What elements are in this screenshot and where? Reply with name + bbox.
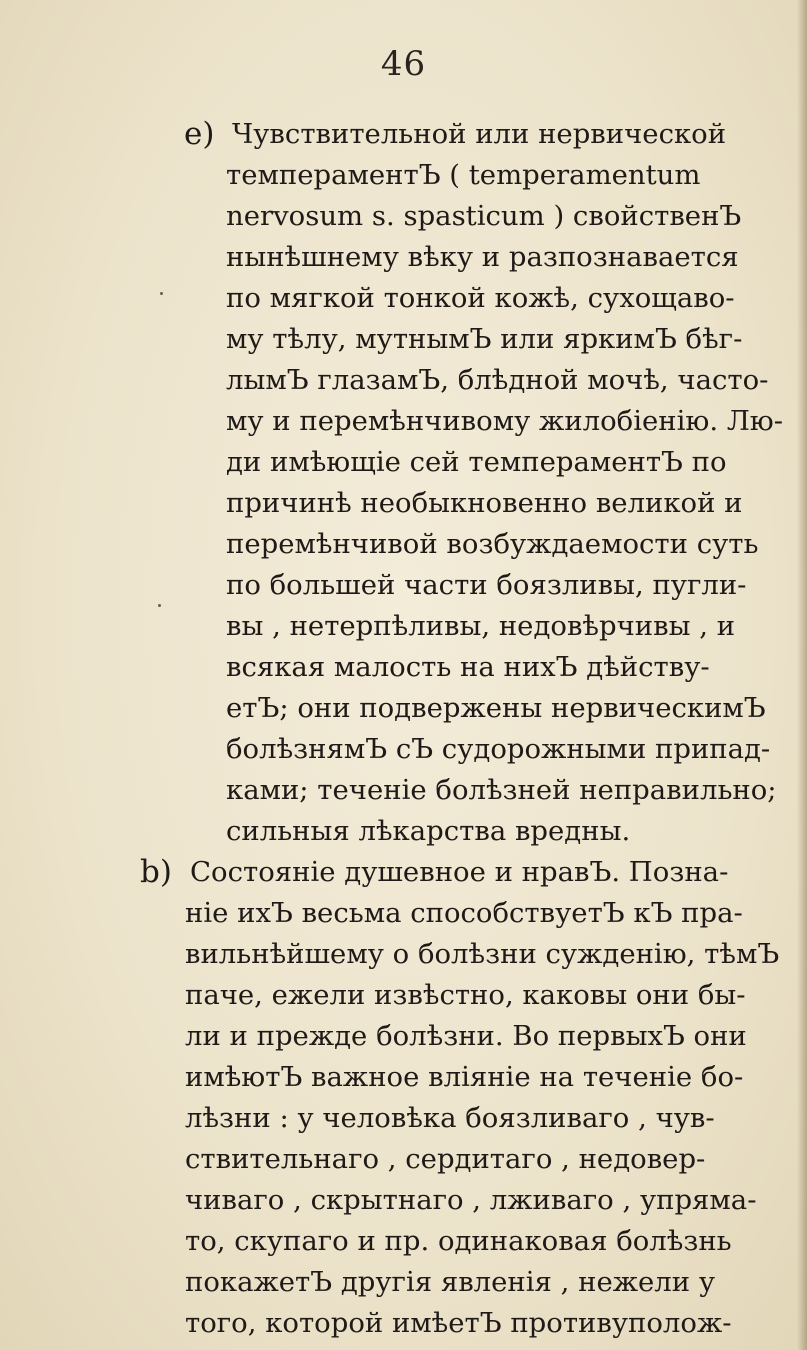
text-line: му тѣлу, мутнымЪ или яркимЪ бѣг- xyxy=(226,323,743,355)
text-line: причинѣ необыкновенно великой и xyxy=(226,487,743,519)
text-line: лымЪ глазамЪ, блѣдной мочѣ, часто- xyxy=(226,364,769,396)
page-edge-shadow xyxy=(797,0,807,1350)
text-line: ніе ихЪ весьма способствуетЪ кЪ пра- xyxy=(185,897,743,929)
text-line: чиваго , скрытнаго , лживаго , упряма- xyxy=(185,1184,757,1216)
text-line: того, которой имѣетЪ противуполож- xyxy=(185,1307,732,1339)
ink-speck xyxy=(158,604,161,607)
text-line: паче, ежели извѣстно, каковы они бы- xyxy=(185,979,746,1011)
text-line: етЪ; они подвержены нервическимЪ xyxy=(226,692,766,724)
text-line: то, скупаго и пр. одинаковая болѣзнь xyxy=(185,1225,732,1257)
text-line: болѣзнямЪ сЪ судорожными припад- xyxy=(226,733,771,765)
text-line: всякая малость на нихЪ дѣйству- xyxy=(226,651,710,683)
text-line: по мягкой тонкой кожѣ, сухощаво- xyxy=(226,282,735,314)
text-line: Чувствительной или нервической xyxy=(232,118,727,150)
page-number: 46 xyxy=(380,44,427,84)
text-line: nervosum s. spasticum ) свойственЪ xyxy=(226,200,742,232)
text-line: темпераментЪ ( temperamentum xyxy=(226,159,701,191)
text-line: ствительнаго , сердитаго , недовер- xyxy=(185,1143,706,1175)
ink-speck xyxy=(160,292,163,295)
text-line: ками; теченіе болѣзней неправильно; xyxy=(226,774,777,806)
section-b-marker: b) xyxy=(140,854,172,890)
text-line: Состояніе душевное и нравЪ. Позна- xyxy=(190,856,729,888)
text-line: покажетЪ другія явленія , нежели у xyxy=(185,1266,716,1298)
text-line: имѣютЪ важное вліяніе на теченіе бо- xyxy=(185,1061,744,1093)
text-line: му и перемѣнчивому жилобіенію. Лю- xyxy=(226,405,784,437)
text-line: вы , нетерпѣливы, недовѣрчивы , и xyxy=(226,610,736,642)
text-line: по большей части боязливы, пугли- xyxy=(226,569,747,601)
text-line: перемѣнчивой возбуждаемости суть xyxy=(226,528,759,560)
text-line: сильныя лѣкарства вредны. xyxy=(226,815,631,847)
text-line: лѣзни : у человѣка боязливаго , чув- xyxy=(185,1102,715,1134)
section-e-marker: e) xyxy=(184,116,215,152)
text-line: ди имѣющіе сей темпераментЪ по xyxy=(226,446,727,478)
text-line: вильнѣйшему о болѣзни сужденію, тѣмЪ xyxy=(185,938,780,970)
text-line: ли и прежде болѣзни. Во первыхЪ они xyxy=(185,1020,747,1052)
text-line: нынѣшнему вѣку и разпознавается xyxy=(226,241,739,273)
